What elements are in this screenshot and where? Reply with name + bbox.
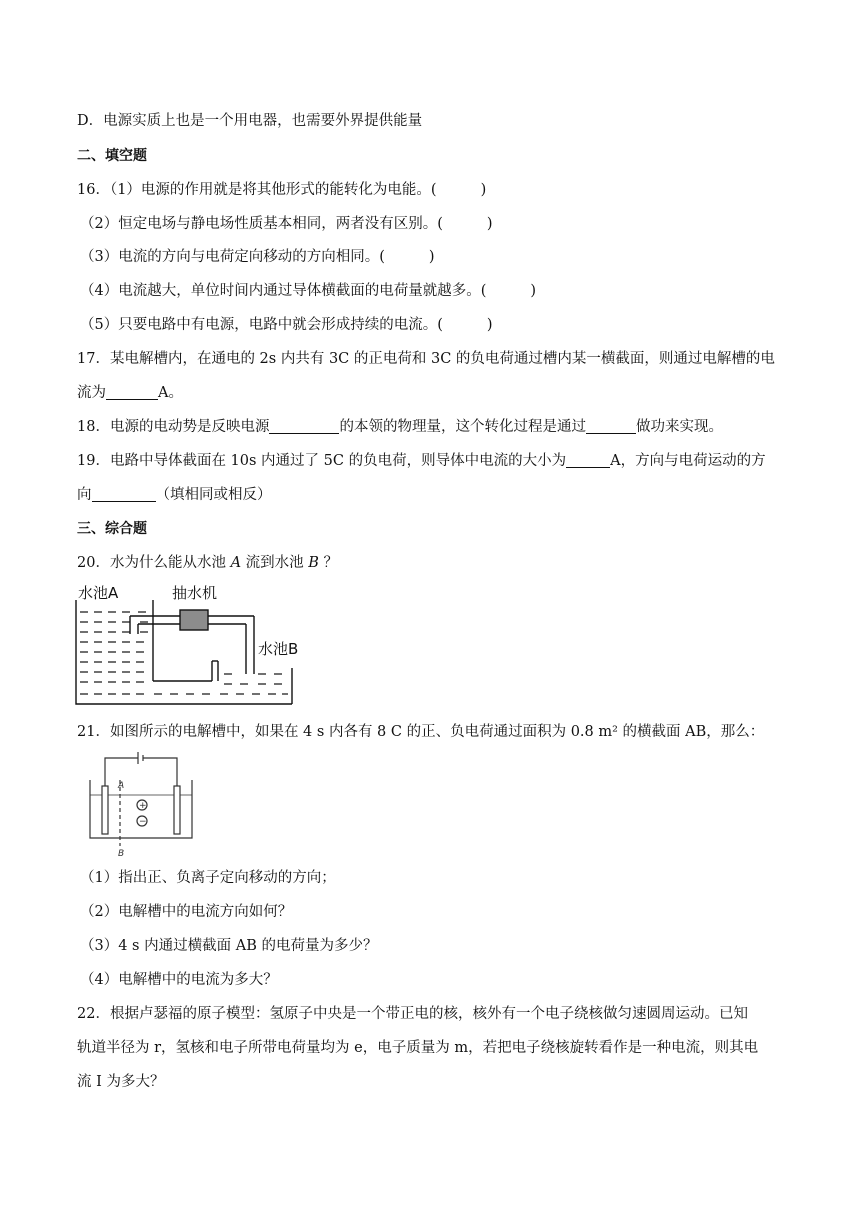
q17-line-1: 17．某电解槽内，在通电的 2s 内共有 3C 的正电荷和 3C 的负电荷通过槽内某一横截面，则通过电解槽的电 (77, 351, 775, 367)
q21-item-1: （1）指出正、负离子定向移动的方向； (80, 870, 336, 886)
negative-ion-icon: − (139, 817, 147, 827)
pump-box (180, 610, 208, 630)
q16-item-5: （5）只要电路中有电源，电路中就会形成持续的电流。( ) (80, 317, 493, 333)
q18-blank-2[interactable] (586, 418, 636, 434)
q22-line-3: 流 I 为多大？ (77, 1074, 165, 1090)
label-a: A (118, 781, 125, 791)
q18-blank-1[interactable] (269, 418, 339, 434)
q21-item-3: （3）4 s 内通过横截面 AB 的电荷量为多少？ (80, 938, 378, 954)
label-b: B (118, 849, 125, 858)
pool-a-label: 水池A (78, 584, 119, 602)
pool-b-water (220, 674, 288, 694)
electrolytic-cell-figure (84, 750, 204, 858)
q19-blank-1[interactable] (566, 452, 610, 468)
q16-intro: 16．（1）电源的作用就是将其他形式的能转化为电能。( ) (77, 182, 487, 198)
q22-line-1: 22．根据卢瑟福的原子模型：氢原子中央是一个带正电的核，核外有一个电子绕核做匀速圆周运动。已知 (77, 1006, 748, 1022)
q17-answer-blank[interactable] (106, 384, 158, 400)
q16-item-2: （2）恒定电场与静电场性质基本相同，两者没有区别。( ) (80, 216, 493, 232)
section-fill-blank-title: 二、填空题 (77, 148, 147, 164)
q16-item-4: （4）电流越大，单位时间内通过导体横截面的电荷量就越多。( ) (80, 283, 537, 299)
q18-line: 18．电源的电动势是反映电源 的本领的物理量，这个转化过程是通过 做功来实现。 (77, 419, 723, 435)
q21-item-4: （4）电解槽中的电流为多大？ (80, 972, 278, 988)
water-pool-figure (74, 582, 309, 707)
q20-question: 20．水为什么能从水池 A 流到水池 B ？ (77, 555, 339, 571)
q15-option-d: D．电源实质上也是一个用电器，也需要外界提供能量 (77, 113, 423, 129)
right-electrode (174, 786, 180, 834)
left-electrode (102, 786, 108, 834)
q21-question: 21．如图所示的电解槽中，如果在 4 s 内各有 8 C 的正、负电荷通过面积为 0.8 m² 的横截面 AB，那么： (77, 724, 765, 740)
section-comprehensive-title: 三、综合题 (77, 521, 147, 537)
q19-blank-2[interactable] (92, 486, 156, 502)
pump-label: 抽水机 (172, 584, 218, 602)
q19-line-1: 19．电路中导体截面在 10s 内通过了 5C 的负电荷，则导体中电流的大小为 A，方向与电荷运动的方 (77, 453, 766, 469)
q21-item-2: （2）电解槽中的电流方向如何？ (80, 904, 293, 920)
q22-line-2: 轨道半径为 r，氢核和电子所带电荷量均为 e，电子质量为 m，若把电子绕核旋转看作是一种电流，则其电 (77, 1040, 759, 1056)
q17-line-2: 流为 A。 (77, 385, 183, 401)
q16-item-3: （3）电流的方向与电荷定向移动的方向相同。( ) (80, 249, 435, 265)
positive-ion-icon: + (139, 801, 147, 811)
pool-b-label: 水池B (258, 640, 299, 658)
q19-line-2: 向 （填相同或相反） (77, 487, 272, 503)
